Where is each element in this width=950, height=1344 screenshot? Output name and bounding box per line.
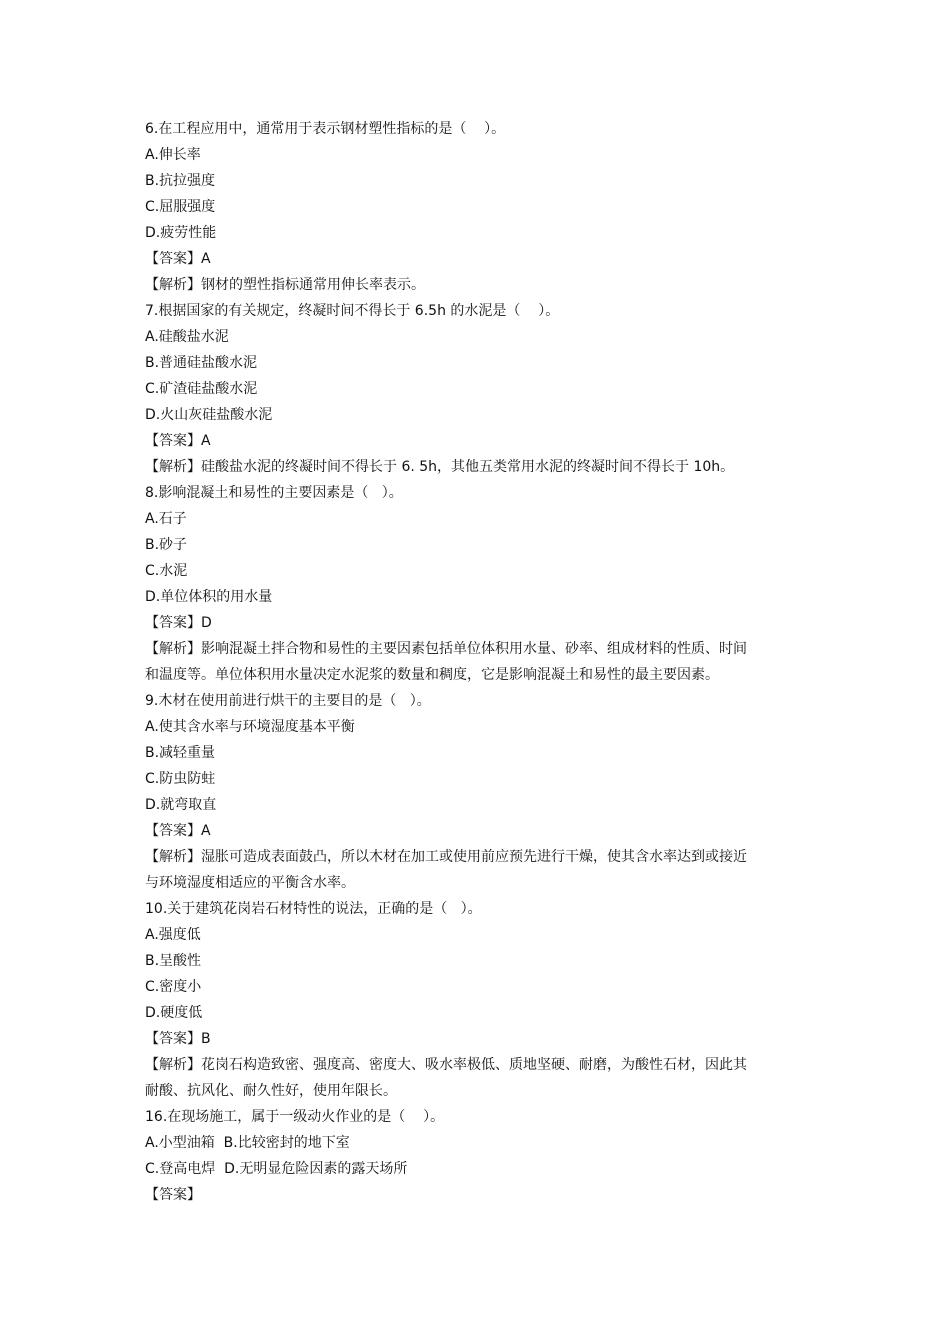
question-6-option-a: A.伸长率 xyxy=(145,147,201,163)
question-9-explanation-line-1: 【解析】湿胀可造成表面鼓凸，所以木材在加工或使用前应预先进行干燥，使其含水率达到或接近 xyxy=(145,849,747,865)
question-7-option-c: C.矿渣硅盐酸水泥 xyxy=(145,381,258,397)
question-8-option-c: C.水泥 xyxy=(145,563,188,579)
question-10-stem: 10.关于建筑花岗岩石材特性的说法，正确的是（ ）。 xyxy=(145,901,482,917)
question-6-option-c: C.屈服强度 xyxy=(145,199,216,215)
question-7-option-b: B.普通硅盐酸水泥 xyxy=(145,355,258,371)
question-9-option-c: C.防虫防蛀 xyxy=(145,771,216,787)
question-10-explanation-line-1: 【解析】花岗石构造致密、强度高、密度大、吸水率极低、质地坚硬、耐磨，为酸性石材，因此其 xyxy=(145,1057,747,1073)
question-8-option-b: B.砂子 xyxy=(145,537,188,553)
question-16-answer: 【答案】 xyxy=(145,1187,201,1203)
document-page xyxy=(145,116,815,1208)
question-7-explanation: 【解析】硅酸盐水泥的终凝时间不得长于 6. 5h，其他五类常用水泥的终凝时间不得长于 10h。 xyxy=(145,459,735,475)
question-9-option-b: B.减轻重量 xyxy=(145,745,216,761)
question-16-stem: 16.在现场施工，属于一级动火作业的是（ ）。 xyxy=(145,1109,445,1125)
question-10-option-a: A.强度低 xyxy=(145,927,201,943)
question-8-explanation-line-1: 【解析】影响混凝土拌合物和易性的主要因素包括单位体积用水量、砂率、组成材料的性质、时间 xyxy=(145,641,747,657)
question-6-option-b: B.抗拉强度 xyxy=(145,173,216,189)
question-16-options-ab: A.小型油箱 B.比较密封的地下室 xyxy=(145,1135,350,1151)
question-10-option-b: B.呈酸性 xyxy=(145,953,202,969)
question-6-option-d: D.疲劳性能 xyxy=(145,225,217,241)
question-9-answer: 【答案】A xyxy=(145,823,211,839)
question-7-option-d: D.火山灰硅盐酸水泥 xyxy=(145,407,273,423)
question-6-stem: 6.在工程应用中，通常用于表示钢材塑性指标的是（ ）。 xyxy=(145,121,506,137)
question-6-answer: 【答案】A xyxy=(145,251,211,267)
question-10-option-c: C.密度小 xyxy=(145,979,202,995)
question-8-option-d: D.单位体积的用水量 xyxy=(145,589,273,605)
question-10-option-d: D.硬度低 xyxy=(145,1005,203,1021)
question-9-option-a: A.使其含水率与环境湿度基本平衡 xyxy=(145,719,355,735)
question-7-stem: 7.根据国家的有关规定，终凝时间不得长于 6.5h 的水泥是（ ）。 xyxy=(145,303,560,319)
question-8-explanation-line-2: 和温度等。单位体积用水量决定水泥浆的数量和稠度，它是影响混凝土和易性的最主要因素。 xyxy=(145,667,719,683)
question-9-option-d: D.就弯取直 xyxy=(145,797,217,813)
question-7-answer: 【答案】A xyxy=(145,433,211,449)
question-9-explanation-line-2: 与环境湿度相适应的平衡含水率。 xyxy=(145,875,355,891)
question-7-option-a: A.硅酸盐水泥 xyxy=(145,329,229,345)
question-8-stem: 8.影响混凝土和易性的主要因素是（ ）。 xyxy=(145,485,403,501)
question-10-answer: 【答案】B xyxy=(145,1031,211,1047)
question-9-stem: 9.木材在使用前进行烘干的主要目的是（ ）。 xyxy=(145,693,431,709)
question-6-explanation: 【解析】钢材的塑性指标通常用伸长率表示。 xyxy=(145,277,425,293)
question-8-option-a: A.石子 xyxy=(145,511,187,527)
question-10-explanation-line-2: 耐酸、抗风化、耐久性好，使用年限长。 xyxy=(145,1083,397,1099)
question-16-options-cd: C.登高电焊 D.无明显危险因素的露天场所 xyxy=(145,1161,408,1177)
question-8-answer: 【答案】D xyxy=(145,615,212,631)
